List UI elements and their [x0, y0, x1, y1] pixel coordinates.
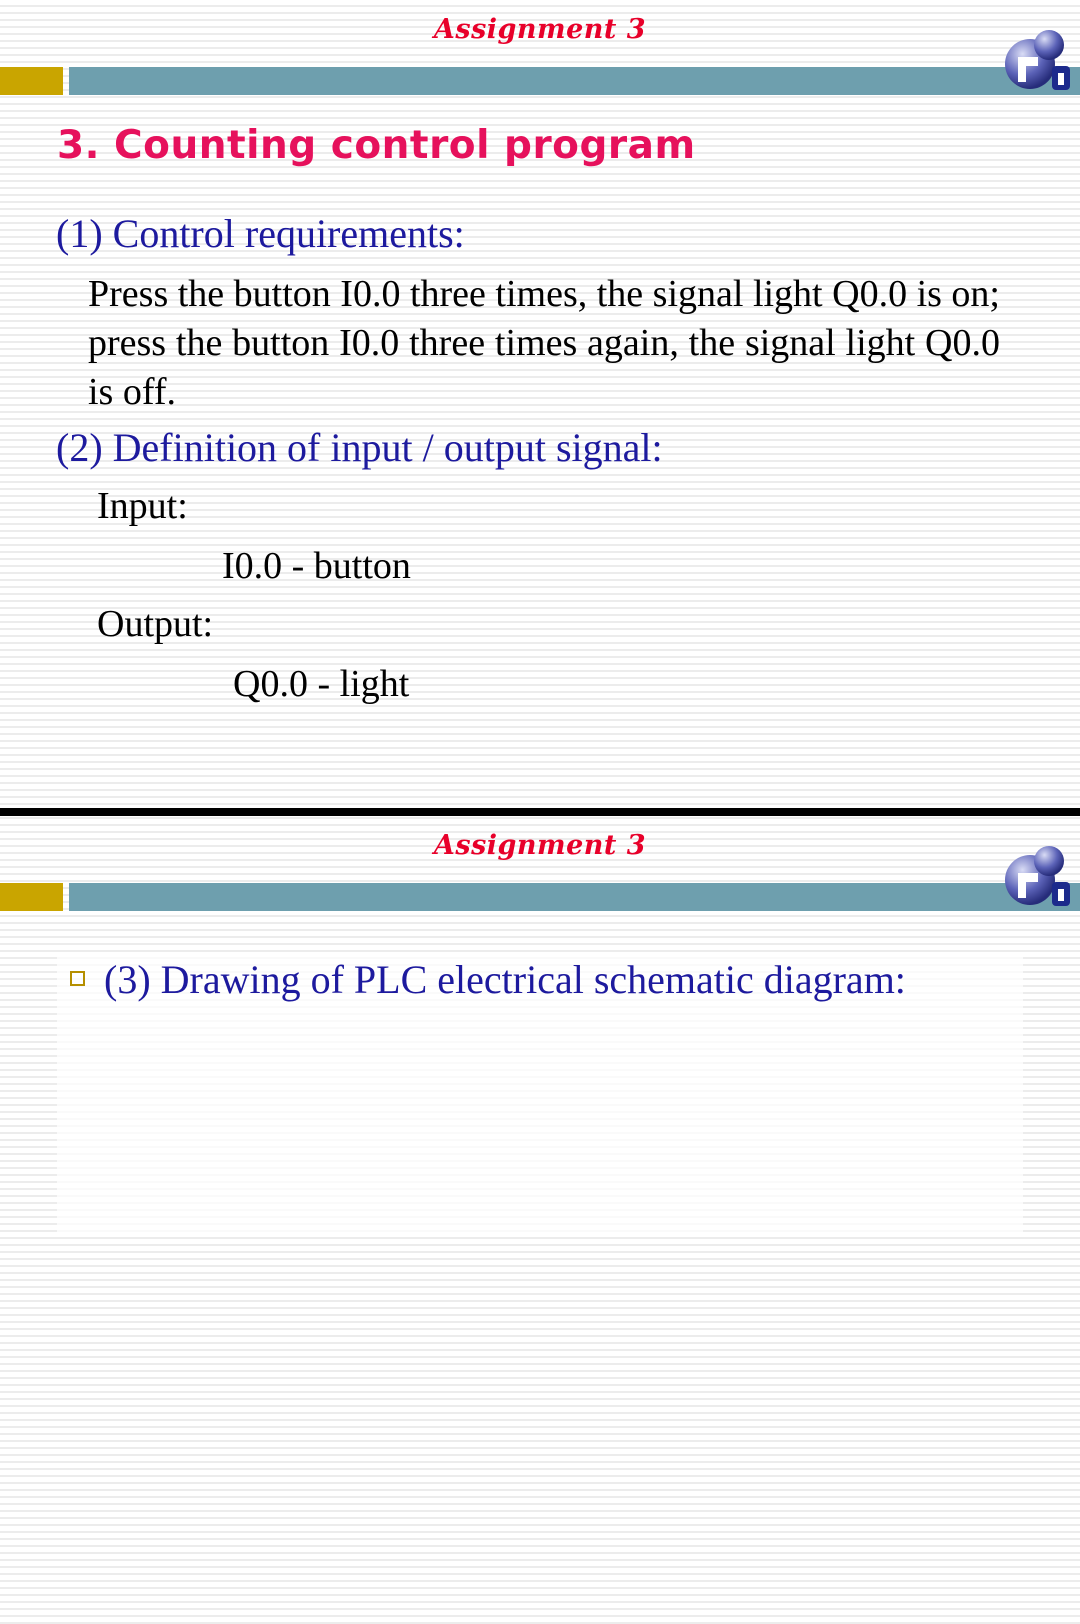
- slide-1: [0, 0, 1080, 808]
- slide-divider: [0, 808, 1080, 816]
- logo-icon: [1002, 840, 1080, 912]
- accent-bar: [69, 67, 1080, 95]
- accent-block: [0, 883, 63, 911]
- accent-block: [0, 67, 63, 95]
- output-item: Q0.0 - light: [233, 663, 410, 705]
- requirements-title: (1) Control requirements:: [56, 211, 465, 256]
- slide-2: [0, 816, 1080, 1624]
- requirements-text: Press the button I0.0 three times, the signal light Q0.0 is on; press the button I0.0 three times again, the signal light Q0.0 is off.: [88, 273, 1000, 413]
- schematic-title: (3) Drawing of PLC electrical schematic diagram:: [104, 957, 906, 1002]
- output-label: Output:: [97, 603, 214, 645]
- io-definition-title: (2) Definition of input / output signal:: [56, 425, 663, 470]
- slide-header-title: Assignment 3: [433, 830, 647, 861]
- input-label: Input:: [97, 485, 188, 527]
- input-item: I0.0 - button: [222, 545, 411, 587]
- bullet-square-icon: [70, 971, 85, 986]
- accent-bar: [69, 883, 1080, 911]
- logo-icon: [1002, 24, 1080, 96]
- slide-header-title: Assignment 3: [433, 14, 647, 45]
- slide-heading: 3. Counting control program: [57, 123, 696, 168]
